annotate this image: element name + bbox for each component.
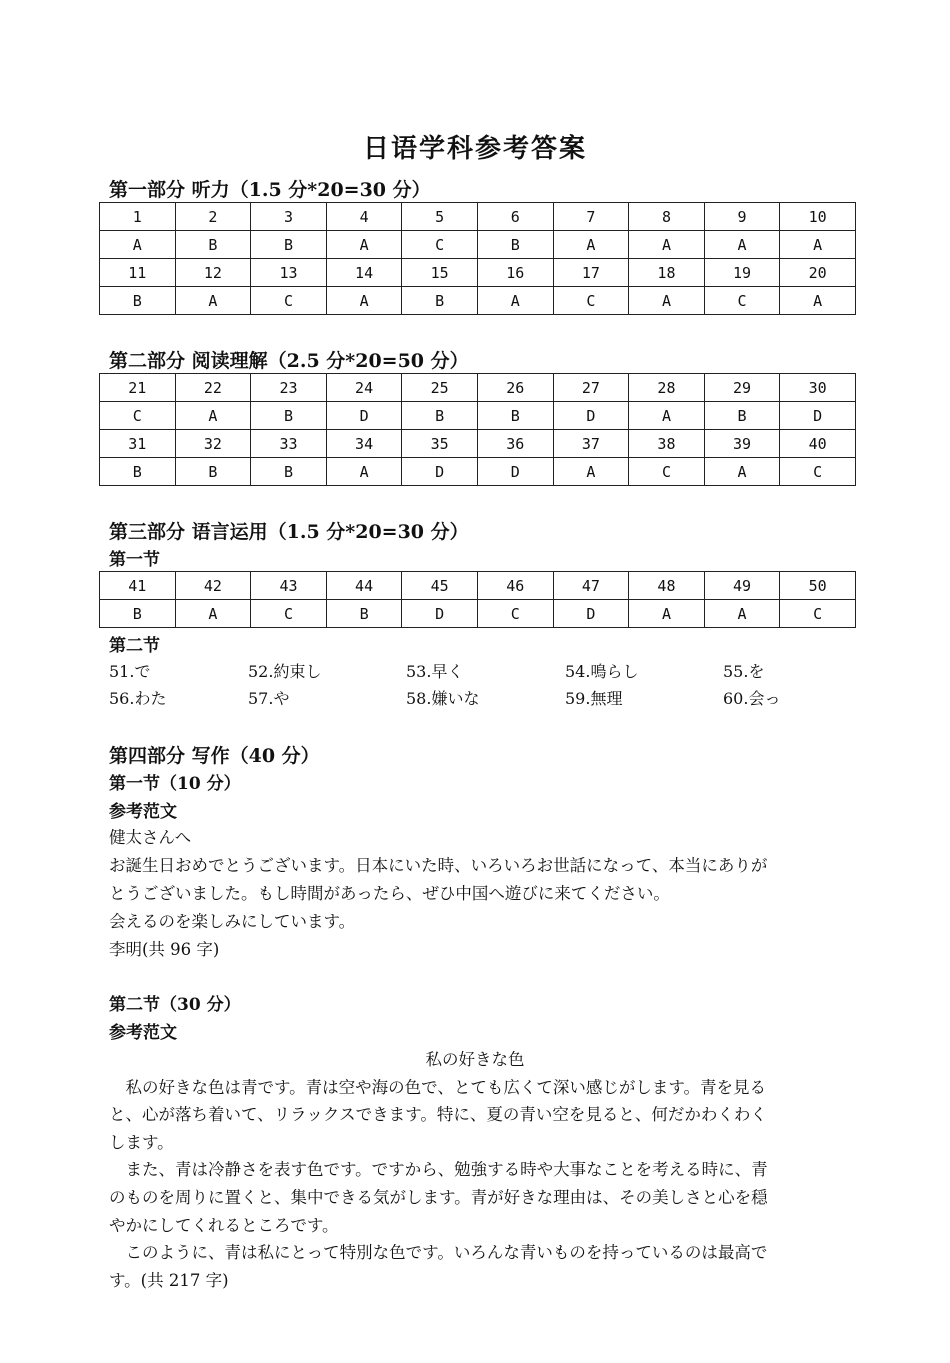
essay-line: 私の好きな色は青です。青は空や海の色で、とても広くて深い感じがします。青を見る [109, 1078, 767, 1097]
answer-cell: C [477, 600, 553, 628]
answer-cell: A [326, 287, 402, 315]
essay-line: します。 [109, 1133, 174, 1152]
question-number-cell: 11 [100, 259, 176, 287]
question-number-cell: 10 [780, 203, 856, 231]
question-number-cell: 30 [780, 374, 856, 402]
essay-line: また、青は冷静さを表す色です。ですから、勉強する時や大事なことを考える時に、青 [109, 1160, 768, 1179]
fill-answer: 56.わた [109, 689, 167, 708]
question-number-cell: 7 [553, 203, 629, 231]
answer-cell: A [553, 458, 629, 486]
question-number-cell: 39 [704, 430, 780, 458]
fill-answer: 52.約束し [248, 662, 322, 681]
question-number-cell: 32 [175, 430, 251, 458]
fill-answer: 51.で [109, 662, 151, 681]
question-number-cell: 48 [629, 572, 705, 600]
essay-line: す。(共 217 字) [109, 1271, 229, 1290]
answer-cell: A [704, 600, 780, 628]
answer-cell: A [477, 287, 553, 315]
question-number-cell: 23 [251, 374, 327, 402]
answer-cell: A [553, 231, 629, 259]
answer-cell: A [629, 402, 705, 430]
answer-cell: B [251, 458, 327, 486]
question-number-cell: 1 [100, 203, 176, 231]
question-number-cell: 8 [629, 203, 705, 231]
part3-section1-heading: 第一节 [109, 550, 160, 570]
essay-line: と、心が落ち着いて、リラックスできます。特に、夏の青い空を見ると、何だかわくわく [109, 1105, 767, 1124]
answer-cell: A [780, 287, 856, 315]
answer-cell: C [553, 287, 629, 315]
answer-row [100, 402, 856, 430]
answer-cell: A [326, 458, 402, 486]
answer-cell: B [100, 600, 176, 628]
answer-cell: A [175, 600, 251, 628]
answer-cell: C [780, 600, 856, 628]
answer-cell: B [477, 231, 553, 259]
answer-cell: A [629, 600, 705, 628]
essay-line: このように、青は私にとって特別な色です。いろんな青いものを持っているのは最高で [109, 1243, 768, 1262]
answer-cell: C [780, 458, 856, 486]
question-number-cell: 21 [100, 374, 176, 402]
answer-row [100, 600, 856, 628]
letter-line: 会えるのを楽しみにしています。 [109, 912, 356, 931]
answer-cell: B [402, 402, 478, 430]
question-number-cell: 12 [175, 259, 251, 287]
question-number-cell: 20 [780, 259, 856, 287]
answer-cell: C [402, 231, 478, 259]
question-number-cell: 5 [402, 203, 478, 231]
question-number-cell: 33 [251, 430, 327, 458]
answer-cell: A [780, 231, 856, 259]
question-number-cell: 27 [553, 374, 629, 402]
answer-cell: A [704, 231, 780, 259]
answer-cell: B [100, 458, 176, 486]
question-number-cell: 38 [629, 430, 705, 458]
fill-answer: 59.無理 [565, 689, 623, 708]
part2-heading: 第二部分 阅读理解（2.5 分*20=50 分） [109, 350, 469, 372]
answer-row [100, 458, 856, 486]
question-number-cell: 37 [553, 430, 629, 458]
answer-cell: A [175, 287, 251, 315]
question-number-cell: 44 [326, 572, 402, 600]
answer-cell: A [326, 231, 402, 259]
question-number-cell: 24 [326, 374, 402, 402]
question-number-cell: 25 [402, 374, 478, 402]
question-number-cell: 28 [629, 374, 705, 402]
fill-answer: 57.や [248, 689, 290, 708]
part1-heading: 第一部分 听力（1.5 分*20=30 分） [109, 179, 431, 201]
answer-cell: C [251, 600, 327, 628]
part3-heading: 第三部分 语言运用（1.5 分*20=30 分） [109, 521, 469, 543]
part1-answer-table [99, 202, 856, 315]
essay-line: やかにしてくれるところです。 [109, 1216, 339, 1235]
answer-row [100, 231, 856, 259]
question-number-cell: 6 [477, 203, 553, 231]
question-number-cell: 9 [704, 203, 780, 231]
answer-cell: C [704, 287, 780, 315]
question-number-cell: 18 [629, 259, 705, 287]
question-number-cell: 22 [175, 374, 251, 402]
question-number-cell: 42 [175, 572, 251, 600]
question-number-cell: 26 [477, 374, 553, 402]
question-number-cell: 19 [704, 259, 780, 287]
letter-line: 李明(共 96 字) [109, 940, 220, 959]
answer-cell: D [326, 402, 402, 430]
question-number-cell: 36 [477, 430, 553, 458]
answer-cell: B [477, 402, 553, 430]
answer-cell: D [402, 600, 478, 628]
question-number-cell: 2 [175, 203, 251, 231]
question-number-row [100, 259, 856, 287]
question-number-row [100, 374, 856, 402]
answer-cell: B [402, 287, 478, 315]
essay-title: 私の好きな色 [425, 1050, 525, 1069]
question-number-cell: 45 [402, 572, 478, 600]
answer-cell: C [100, 402, 176, 430]
answer-cell: B [251, 402, 327, 430]
letter-line: お誕生日おめでとうございます。日本にいた時、いろいろお世話になって、本当にありが [109, 856, 768, 875]
question-number-cell: 34 [326, 430, 402, 458]
answer-cell: A [100, 231, 176, 259]
question-number-cell: 17 [553, 259, 629, 287]
question-number-cell: 13 [251, 259, 327, 287]
answer-cell: D [553, 402, 629, 430]
fill-answer: 54.鳴らし [565, 662, 639, 681]
part3-section2-heading: 第二节 [109, 636, 160, 656]
part3-answer-table [99, 571, 856, 628]
fill-answer: 60.会っ [723, 689, 781, 708]
answer-cell: C [629, 458, 705, 486]
question-number-cell: 50 [780, 572, 856, 600]
letter-line: とうございました。もし時間があったら、ぜひ中国へ遊びに来てください。 [109, 884, 670, 903]
essay-line: のものを周りに置くと、集中できる気がします。青が好きな理由は、その美しさと心を穏 [109, 1188, 768, 1207]
part4-section1-label: 参考范文 [109, 802, 177, 822]
answer-cell: A [704, 458, 780, 486]
answer-cell: A [629, 287, 705, 315]
question-number-row [100, 203, 856, 231]
question-number-cell: 29 [704, 374, 780, 402]
question-number-cell: 16 [477, 259, 553, 287]
question-number-cell: 15 [402, 259, 478, 287]
question-number-cell: 47 [553, 572, 629, 600]
question-number-cell: 3 [251, 203, 327, 231]
answer-cell: B [704, 402, 780, 430]
answer-cell: C [251, 287, 327, 315]
fill-answer: 53.早く [406, 662, 464, 681]
question-number-cell: 40 [780, 430, 856, 458]
answer-row [100, 287, 856, 315]
letter-line: 健太さんへ [109, 828, 192, 847]
part4-heading: 第四部分 写作（40 分） [109, 745, 320, 767]
fill-answer: 55.を [723, 662, 765, 681]
question-number-row [100, 430, 856, 458]
question-number-cell: 46 [477, 572, 553, 600]
question-number-cell: 14 [326, 259, 402, 287]
part2-answer-table [99, 373, 856, 486]
question-number-cell: 31 [100, 430, 176, 458]
answer-cell: A [629, 231, 705, 259]
answer-cell: B [175, 231, 251, 259]
answer-cell: A [175, 402, 251, 430]
answer-cell: D [402, 458, 478, 486]
question-number-row [100, 572, 856, 600]
answer-cell: B [175, 458, 251, 486]
answer-cell: B [326, 600, 402, 628]
question-number-cell: 4 [326, 203, 402, 231]
part4-section1-heading: 第一节（10 分） [109, 774, 241, 794]
question-number-cell: 43 [251, 572, 327, 600]
page-title: 日语学科参考答案 [362, 134, 587, 164]
question-number-cell: 41 [100, 572, 176, 600]
fill-answer: 58.嫌いな [406, 689, 480, 708]
question-number-cell: 35 [402, 430, 478, 458]
answer-cell: B [251, 231, 327, 259]
answer-cell: D [477, 458, 553, 486]
answer-cell: D [553, 600, 629, 628]
answer-cell: B [100, 287, 176, 315]
part4-section2-label: 参考范文 [109, 1023, 177, 1043]
part4-section2-heading: 第二节（30 分） [109, 995, 241, 1015]
answer-cell: D [780, 402, 856, 430]
question-number-cell: 49 [704, 572, 780, 600]
